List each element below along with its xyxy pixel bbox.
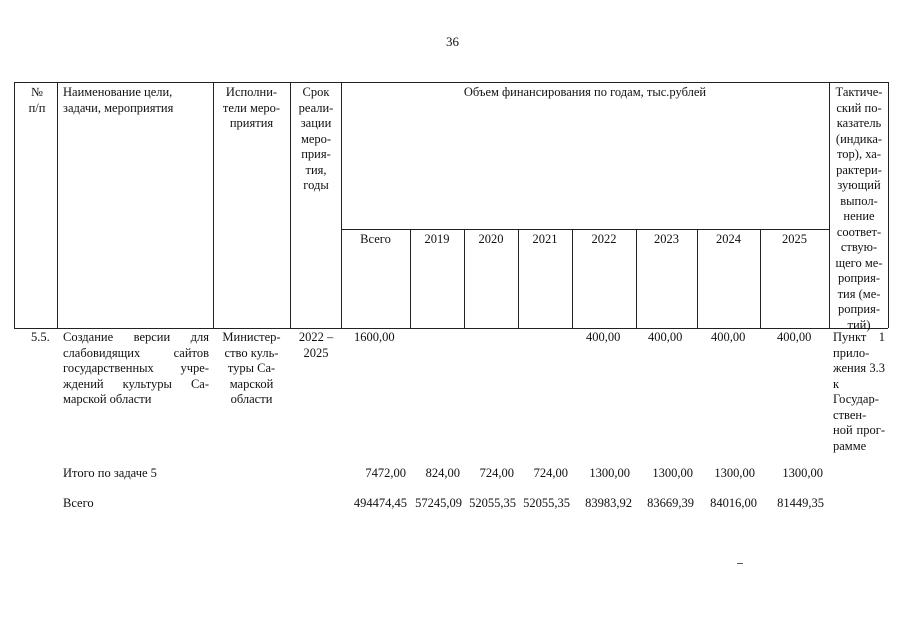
summary-year-value: 1300,00 xyxy=(714,466,755,480)
header-num: № п/п xyxy=(28,85,46,115)
header-total: Всего xyxy=(360,232,391,246)
years-header-border xyxy=(341,229,829,230)
summary-year-value: 83983,92 xyxy=(585,496,632,510)
row-executors: Министер-ство куль-туры Са-марской области xyxy=(222,330,281,406)
summary-total: 494474,45 xyxy=(353,496,407,510)
header-funding: Объем финансирования по годам, тыс.рублей xyxy=(463,85,707,99)
summary-year-value: 1300,00 xyxy=(652,466,693,480)
row-name: Создание версии для слабовидящих сайтов государственных учре-ждений культуры Са-марской области xyxy=(63,330,209,406)
summary-year-value: 1300,00 xyxy=(589,466,630,480)
header-indicator: Тактиче-ский по-казатель (индика-тор), ха-рактери-зующий выпол-нение соответ-ствую-щего ме-роприя-тия (ме-роприя-тий) xyxy=(835,85,883,332)
header-year: 2019 xyxy=(424,232,450,246)
table-top-border xyxy=(14,82,888,83)
scan-speck xyxy=(737,563,743,564)
header-executors: Исполни-тели меро-приятия xyxy=(222,85,281,130)
summary-year-value: 52055,35 xyxy=(523,496,570,510)
row-year-value: 400,00 xyxy=(777,330,812,344)
col-border xyxy=(213,82,214,328)
summary-year-value: 724,00 xyxy=(533,466,568,480)
header-name: Наименование цели, задачи, мероприятия xyxy=(63,85,174,115)
summary-year-value: 84016,00 xyxy=(710,496,757,510)
row-year-value: 400,00 xyxy=(586,330,621,344)
col-border xyxy=(341,82,342,328)
row-total: 1600,00 xyxy=(354,330,395,344)
summary-total: 7472,00 xyxy=(365,466,406,480)
header-term: Срок реали-зации меро-прия-тия, годы xyxy=(298,85,334,192)
col-border xyxy=(57,82,58,328)
row-year-value: 400,00 xyxy=(648,330,683,344)
row-year-value: 400,00 xyxy=(711,330,746,344)
summary-year-value: 724,00 xyxy=(479,466,514,480)
summary-label: Всего xyxy=(63,496,94,510)
header-year: 2025 xyxy=(782,232,807,246)
page-number: 36 xyxy=(446,34,459,49)
summary-label: Итого по задаче 5 xyxy=(63,466,157,480)
summary-year-value: 1300,00 xyxy=(782,466,823,480)
summary-year-value: 81449,35 xyxy=(777,496,824,510)
row-term: 2022 – 2025 xyxy=(298,330,334,360)
summary-year-value: 83669,39 xyxy=(647,496,694,510)
row-num: 5.5. xyxy=(31,330,50,344)
col-border xyxy=(290,82,291,328)
col-border xyxy=(888,82,889,328)
header-year: 2023 xyxy=(654,232,679,246)
header-year: 2021 xyxy=(532,232,558,246)
summary-year-value: 57245,09 xyxy=(415,496,462,510)
summary-year-value: 52055,35 xyxy=(469,496,516,510)
summary-year-value: 824,00 xyxy=(425,466,460,480)
row-indicator: Пункт 1 прило-жения 3.3 к Государ-ствен-ной прог-рамме xyxy=(833,330,885,453)
header-year: 2024 xyxy=(716,232,741,246)
col-border xyxy=(829,82,830,328)
header-year: 2022 xyxy=(591,232,617,246)
header-year: 2020 xyxy=(478,232,504,246)
header-bottom-border xyxy=(14,328,888,329)
col-border xyxy=(14,82,15,328)
